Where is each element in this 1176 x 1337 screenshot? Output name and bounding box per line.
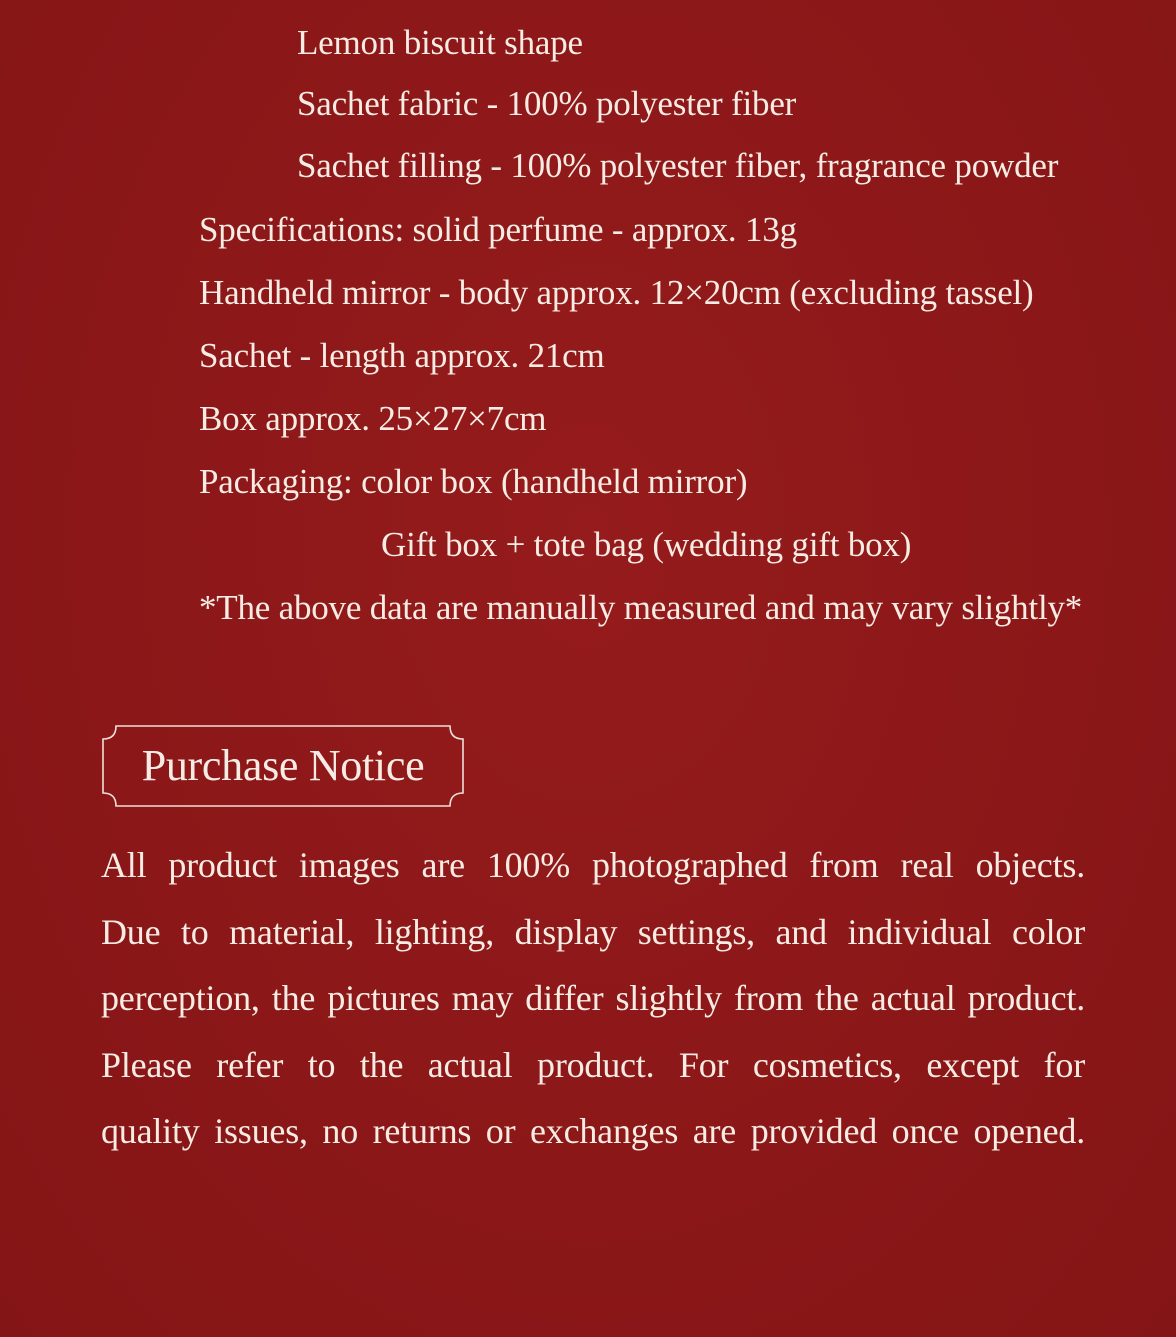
spec-mirror-line: Handheld mirror - body approx. 12×20cm (excluding tassel)	[199, 273, 1034, 312]
material-fabric-line: Sachet fabric - 100% polyester fiber	[297, 84, 797, 123]
spec-sachet-line: Sachet - length approx. 21cm	[199, 336, 605, 375]
material-filling-line: Sachet filling - 100% polyester fiber, fragrance powder	[297, 146, 1059, 185]
notice-body-line: perception, the pictures may differ slightly from the actual product.	[101, 978, 1085, 1018]
spec-perfume-line: Specifications: solid perfume - approx. 13g	[199, 210, 797, 249]
spec-box-line: Box approx. 25×27×7cm	[199, 399, 547, 438]
purchase-notice-body	[101, 843, 1085, 1176]
notice-body-line: Due to material, lighting, display settings, and individual color	[101, 911, 1085, 952]
spec-disclaimer: *The above data are manually measured and may vary slightly*	[199, 588, 1083, 627]
material-shape-line: Lemon biscuit shape	[297, 23, 583, 62]
purchase-notice-heading	[102, 725, 464, 807]
spec-packaging-continuation: Gift box + tote bag (wedding gift box)	[381, 525, 912, 564]
spec-packaging-line: Packaging: color box (handheld mirror)	[199, 462, 748, 501]
notice-body-line: quality issues, no returns or exchanges are provided once opened.	[101, 1111, 1085, 1151]
purchase-notice-title: Purchase Notice	[141, 741, 425, 790]
notice-body-line: All product images are 100% photographed from real objects.	[101, 845, 1085, 885]
notice-body-line: Please refer to the actual product. For cosmetics, except for	[101, 1044, 1085, 1085]
